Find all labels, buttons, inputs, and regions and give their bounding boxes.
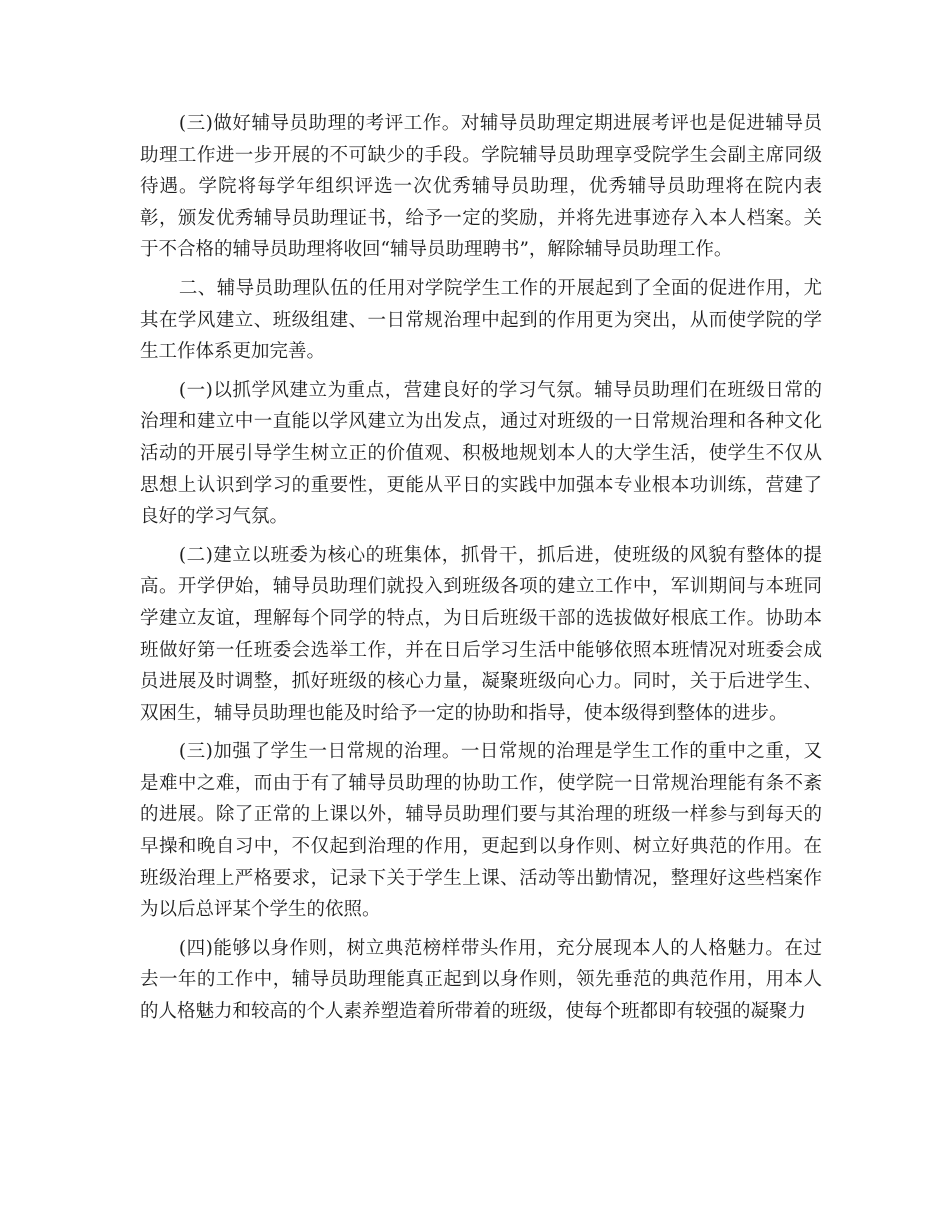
document-body <box>140 108 822 1035</box>
paragraph-evaluation: (三)做好辅导员助理的考评工作。对辅导员助理定期进展考评也是促进辅导员助理工作进一步开展的不可缺少的手段。学院辅导员助理享受院学生会副主席同级待遇。学院将每学年组织评选一次优秀辅导员助理，优秀辅导员助理将在院内表彰，颁发优秀辅导员助理证书，给予一定的奖励，并将先进事迹存入本人档案。关于不合格的辅导员助理将收回“辅导员助理聘书”，解除辅导员助理工作。 <box>140 113 822 261</box>
paragraph-study-atmosphere: (一)以抓学风建立为重点，营建良好的学习气氛。辅导员助理们在班级日常的治理和建立中一直能以学风建立为出发点，通过对班级的一日常规治理和各种文化活动的开展引导学生树立正的价值观、积极地规划本人的大学生活，使学生不仅从思想上认识到学习的重要性，更能从平日的实践中加强本专业根本功训练，营建了良好的学习气氛。 <box>140 379 822 528</box>
paragraph-section-two: 二、辅导员助理队伍的任用对学院学生工作的开展起到了全面的促进作用，尤其在学风建立、班级组建、一日常规治理中起到的作用更为突出，从而使学院的学生工作体系更加完善。 <box>140 277 822 363</box>
paragraph-daily-routine: (三)加强了学生一日常规的治理。一日常规的治理是学生工作的重中之重，又是难中之难，而由于有了辅导员助理的协助工作，使学院一日常规治理能有条不紊的进展。除了正常的上课以外，辅导员助理们要与其治理的班级一样参与到每天的早操和晚自习中，不仅起到治理的作用，更起到以身作则、树立好典范的作用。在班级治理上严格要求，记录下关于学生上课、活动等出勤情况，整理好这些档案作为以后总评某个学生的依照。 <box>140 741 822 921</box>
paragraph-role-model: (四)能够以身作则，树立典范榜样带头作用，充分展现本人的人格魅力。在过去一年的工作中，辅导员助理能真正起到以身作则，领先垂范的典范作用，用本人的人格魅力和较高的个人素养塑造着所带着的班级，使每个班都即有较强的凝聚力 <box>140 937 822 1023</box>
paragraph-class-committee: (二)建立以班委为核心的班集体，抓骨干，抓后进，使班级的风貌有整体的提高。开学伊始，辅导员助理们就投入到班级各项的建立工作中，军训期间与本班同学建立友谊，理解每个同学的特点，为日后班级干部的选拔做好根底工作。协助本班做好第一任班委会选举工作，并在日后学习生活中能够依照本班情况对班委会成员进展及时调整，抓好班级的核心力量，凝聚班级向心力。同时，关于后进学生、双困生，辅导员助理也能及时给予一定的协助和指导，使本级得到整体的进步。 <box>140 544 822 724</box>
